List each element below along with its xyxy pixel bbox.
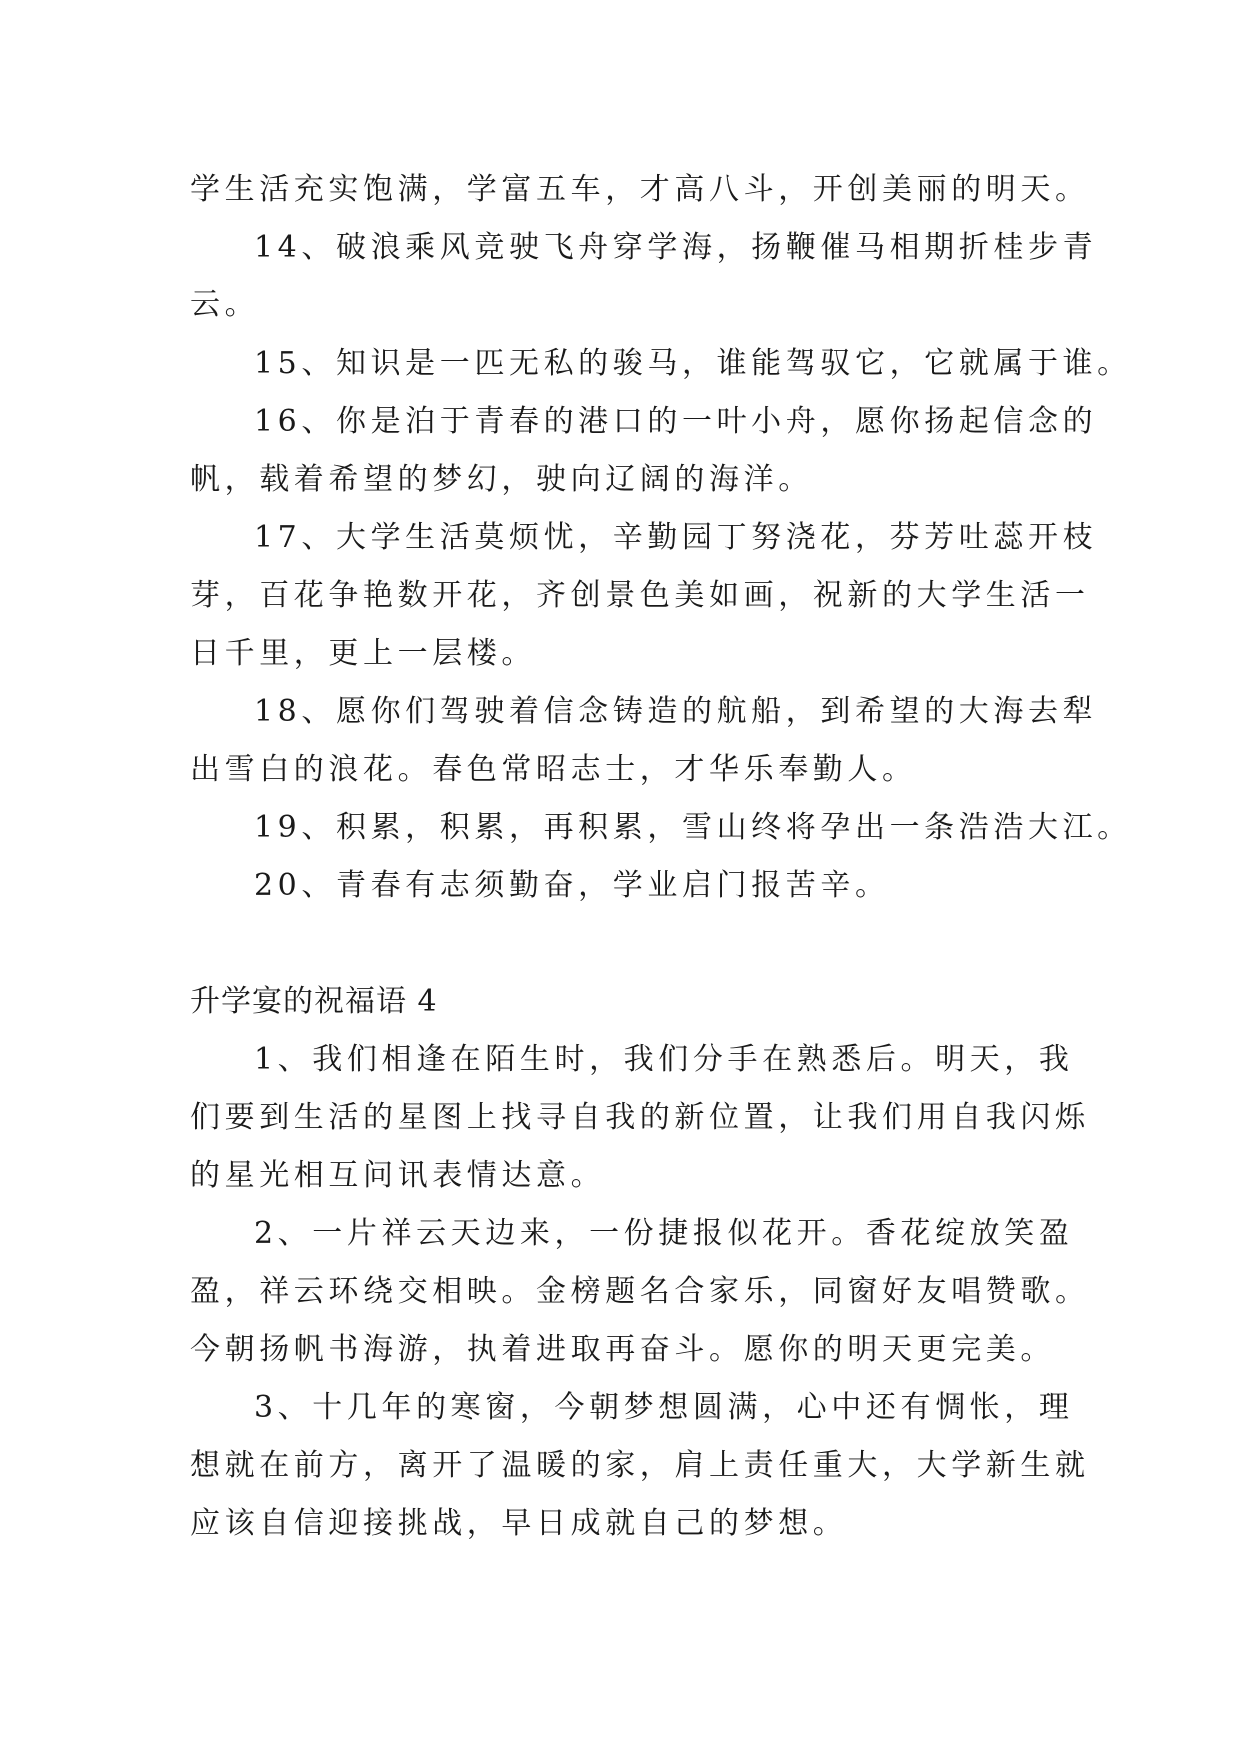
- paragraph-line: 14、破浪乘风竞驶飞舟穿学海，扬鞭催马相期折桂步青: [254, 230, 1098, 265]
- paragraph-line: 学生活充实饱满，学富五车，才高八斗，开创美丽的明天。: [190, 172, 1090, 207]
- paragraph-line: 19、积累，积累，再积累，雪山终将孕出一条浩浩大江。: [254, 810, 1132, 845]
- paragraph-line: 的星光相互问讯表情达意。: [190, 1158, 606, 1193]
- paragraph-line: 应该自信迎接挑战，早日成就自己的梦想。: [190, 1506, 848, 1541]
- paragraph-line: 2、一片祥云天边来，一份捷报似花开。香花绽放笑盈: [254, 1216, 1074, 1251]
- paragraph-line: 们要到生活的星图上找寻自我的新位置，让我们用自我闪烁: [190, 1100, 1090, 1135]
- paragraph-line: 20、青春有志须勤奋，学业启门报苦辛。: [254, 868, 890, 903]
- paragraph-line: 16、你是泊于青春的港口的一叶小舟，愿你扬起信念的: [254, 404, 1098, 439]
- paragraph-line: 17、大学生活莫烦忧，辛勤园丁努浇花，芬芳吐蕊开枝: [254, 520, 1098, 555]
- paragraph-line: 出雪白的浪花。春色常昭志士，才华乐奉勤人。: [190, 752, 917, 787]
- paragraph-line: 日千里，更上一层楼。: [190, 636, 536, 671]
- paragraph-line: 盈，祥云环绕交相映。金榜题名合家乐，同窗好友唱赞歌。: [190, 1274, 1090, 1309]
- paragraph-line: 今朝扬帆书海游，执着进取再奋斗。愿你的明天更完美。: [190, 1332, 1055, 1367]
- paragraph-line: 18、愿你们驾驶着信念铸造的航船，到希望的大海去犁: [254, 694, 1098, 729]
- paragraph-line: 帆，载着希望的梦幻，驶向辽阔的海洋。: [190, 462, 813, 497]
- paragraph-line: 15、知识是一匹无私的骏马，谁能驾驭它，它就属于谁。: [254, 346, 1132, 381]
- paragraph-line: 芽，百花争艳数开花，齐创景色美如画，祝新的大学生活一: [190, 578, 1090, 613]
- section-heading: 升学宴的祝福语 4: [190, 984, 438, 1019]
- paragraph-line: 想就在前方，离开了温暖的家，肩上责任重大，大学新生就: [190, 1448, 1090, 1483]
- paragraph-line: 云。: [190, 287, 260, 322]
- paragraph-line: 3、十几年的寒窗，今朝梦想圆满，心中还有惆怅，理: [254, 1390, 1074, 1425]
- paragraph-line: 1、我们相逢在陌生时，我们分手在熟悉后。明天，我: [254, 1042, 1074, 1077]
